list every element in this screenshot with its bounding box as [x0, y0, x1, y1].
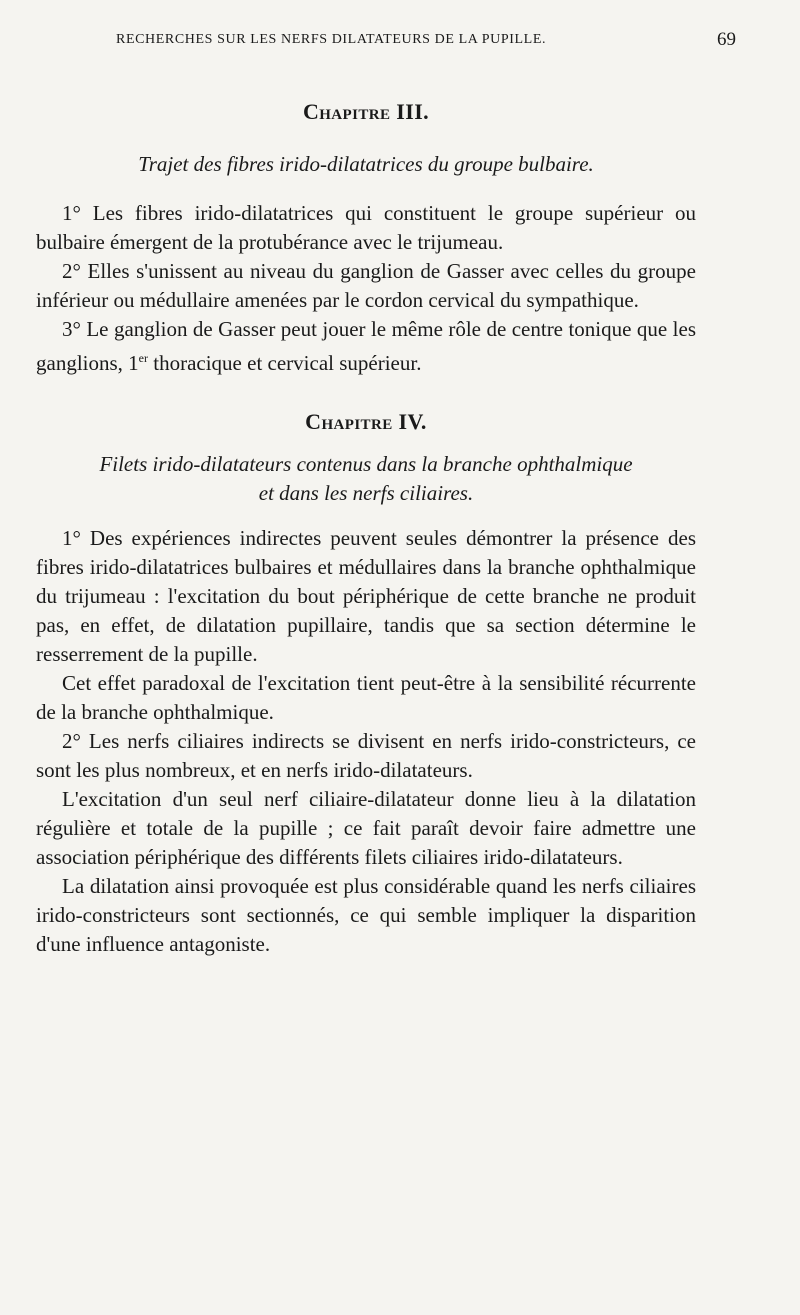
chapter-3-title: Chapitre III.	[302, 99, 430, 124]
chapter-4-subtitle-line-2: et dans les nerfs ciliaires.	[258, 481, 474, 505]
running-title: RECHERCHES SUR LES NERFS DILATATEURS DE LA PUPILLE.	[116, 32, 547, 47]
chapter-3-paragraph-1: 1° Les fibres irido-dilatatrices qui constituent le groupe supérieur ou bulbaire émergent de la protubérance avec le trijumeau.	[36, 201, 696, 254]
page-number: 69	[717, 29, 736, 50]
chapter-4-title: Chapitre IV.	[305, 409, 427, 434]
chapter-4-paragraph-1: 1° Des expériences indirectes peuvent seules démontrer la présence des fibres irido-dilatatrices bulbaires et médullaires dans la branche ophthalmique du trijumeau : l'excitation du bout périphérique de cette branche ne produit pas, en effet, de dilatation pupillaire, tandis que sa section détermine le resserrement de la pupille.	[36, 526, 696, 666]
chapter-3-paragraph-3: 3° Le ganglion de Gasser peut jouer le même rôle de centre tonique que les ganglions, 1er thoracique et cervical supérieur.	[36, 317, 696, 375]
chapter-4-subtitle-line-1: Filets irido-dilatateurs contenus dans la branche ophthalmique	[99, 452, 633, 476]
chapter-4-paragraph-5: La dilatation ainsi provoquée est plus considérable quand les nerfs ciliaires irido-constricteurs sont sectionnés, ce qui semble impliquer la disparition d'une influence antagoniste.	[36, 874, 696, 956]
chapter-3-subtitle: Trajet des fibres irido-dilatatrices du groupe bulbaire.	[138, 152, 594, 176]
chapter-3-paragraph-2: 2° Elles s'unissent au niveau du ganglion de Gasser avec celles du groupe inférieur ou médullaire amenées par le cordon cervical du sympathique.	[36, 259, 696, 312]
chapter-4-paragraph-4: L'excitation d'un seul nerf ciliaire-dilatateur donne lieu à la dilatation régulière et totale de la pupille ; ce fait paraît devoir faire admettre une association périphérique des différents filets ciliaires irido-dilatateurs.	[36, 787, 696, 869]
page-header	[36, 29, 736, 56]
page-body	[36, 94, 696, 959]
chapter-4-paragraph-2: Cet effet paradoxal de l'excitation tient peut-être à la sensibilité récurrente de la branche ophthalmique.	[36, 671, 696, 724]
chapter-4-paragraph-3: 2° Les nerfs ciliaires indirects se divisent en nerfs irido-constricteurs, ce sont les plus nombreux, et en nerfs irido-dilatateurs.	[36, 729, 696, 782]
